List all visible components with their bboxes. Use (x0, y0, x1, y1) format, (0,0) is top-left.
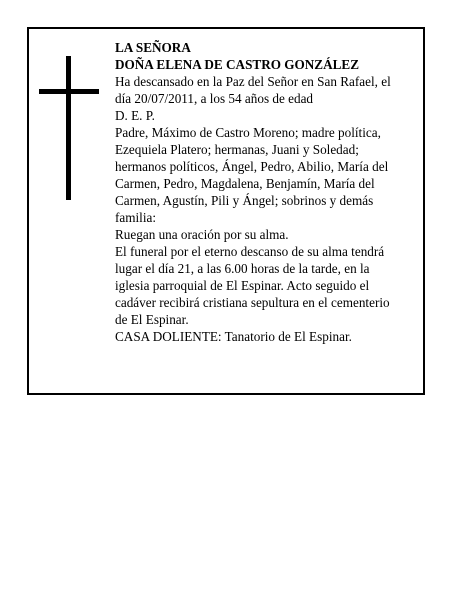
cross-icon (39, 56, 99, 200)
notice-text (115, 39, 405, 345)
funeral-info: El funeral por el eterno descanso de su alma tendrá lugar el día 21, a las 6.00 horas de la tarde, en la iglesia parroquial de El Espinar. Acto seguido el cadáver recibirá cristiana sepultura en el cementerio de El Espinar. (115, 244, 390, 327)
cross-horizontal-bar (39, 89, 99, 94)
notice-title: LA SEÑORA (115, 40, 191, 55)
rip-text: D. E. P. (115, 108, 155, 123)
prayer-request: Ruegan una oración por su alma. (115, 227, 289, 242)
obituary-notice (27, 27, 425, 395)
mourning-house: CASA DOLIENTE: Tanatorio de El Espinar. (115, 329, 352, 344)
death-info: Ha descansado en la Paz del Señor en San Rafael, el día 20/07/2011, a los 54 años de edad (115, 74, 391, 106)
deceased-name: DOÑA ELENA DE CASTRO GONZÁLEZ (115, 57, 360, 72)
family-list: Padre, Máximo de Castro Moreno; madre política, Ezequiela Platero; hermanas, Juani y Soledad; hermanos políticos, Ángel, Pedro, Abilio, María del Carmen, Pedro, Magdalena, Benjamín, María del Carmen, Agustín, Pili y Ángel; sobrinos y demás familia: (115, 125, 389, 225)
cross-vertical-bar (66, 56, 71, 200)
